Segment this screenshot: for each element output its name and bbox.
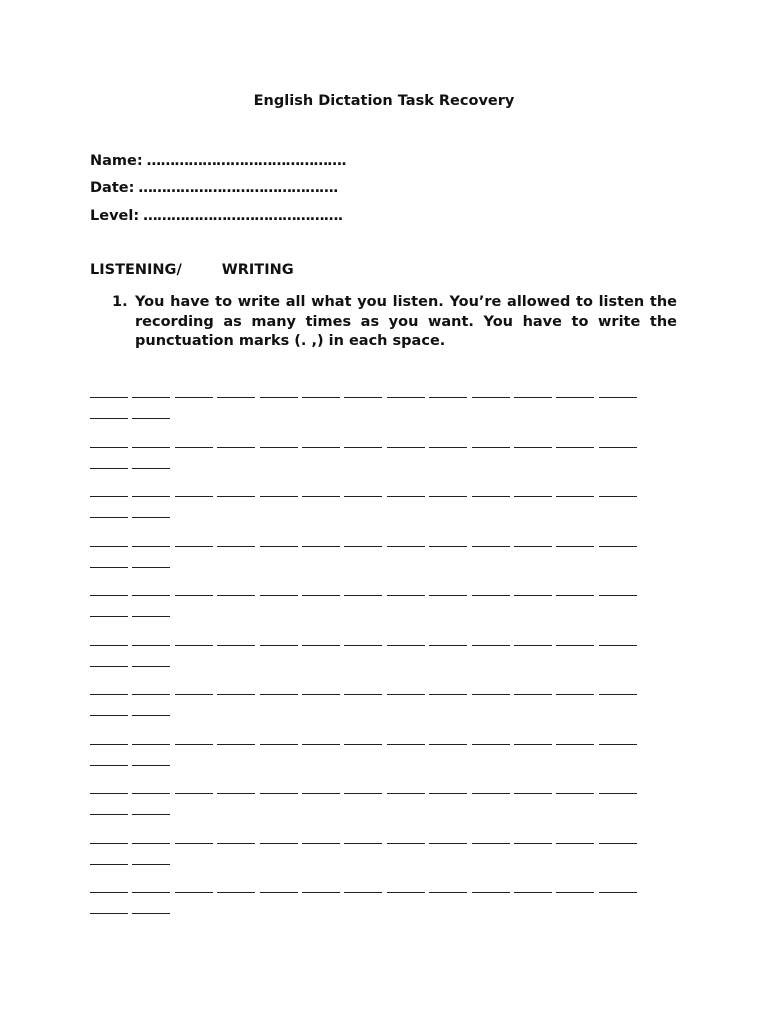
answer-blank bbox=[344, 631, 382, 646]
answer-blank bbox=[599, 581, 637, 596]
answer-blank bbox=[132, 532, 170, 547]
answer-blanks-area bbox=[90, 383, 650, 928]
answer-blank bbox=[90, 779, 128, 794]
answer-blank bbox=[344, 730, 382, 745]
instruction-number: 1. bbox=[112, 294, 128, 310]
answer-blank bbox=[472, 383, 510, 398]
answer-blank bbox=[599, 482, 637, 497]
section-heading-listening: LISTENING/ bbox=[90, 262, 182, 278]
answer-blank-row bbox=[90, 482, 650, 532]
answer-blank bbox=[514, 779, 552, 794]
answer-blank bbox=[90, 701, 128, 716]
answer-blank bbox=[387, 631, 425, 646]
answer-blank bbox=[132, 829, 170, 844]
answer-blank bbox=[344, 482, 382, 497]
answer-blank bbox=[387, 433, 425, 448]
answer-blank bbox=[556, 482, 594, 497]
answer-blank bbox=[344, 532, 382, 547]
answer-blank bbox=[387, 829, 425, 844]
answer-blank bbox=[90, 652, 128, 667]
answer-blank bbox=[556, 730, 594, 745]
answer-blank-row bbox=[90, 878, 650, 928]
answer-blank bbox=[344, 680, 382, 695]
answer-blank bbox=[302, 383, 340, 398]
name-label: Name: bbox=[90, 153, 143, 169]
answer-blank bbox=[387, 730, 425, 745]
answer-blank bbox=[472, 532, 510, 547]
answer-blank bbox=[90, 581, 128, 596]
answer-blank bbox=[90, 899, 128, 914]
answer-blank bbox=[175, 433, 213, 448]
answer-blank bbox=[514, 581, 552, 596]
answer-blank bbox=[217, 779, 255, 794]
answer-blank bbox=[217, 433, 255, 448]
answer-blank bbox=[260, 383, 298, 398]
answer-blank bbox=[132, 730, 170, 745]
answer-blank bbox=[132, 482, 170, 497]
answer-blank bbox=[302, 482, 340, 497]
answer-blank bbox=[90, 680, 128, 695]
answer-blank bbox=[599, 433, 637, 448]
answer-blank bbox=[90, 602, 128, 617]
instruction-item bbox=[112, 293, 677, 352]
answer-blank bbox=[556, 680, 594, 695]
answer-blank-row bbox=[90, 433, 650, 483]
answer-blank bbox=[132, 779, 170, 794]
instruction-text: You have to write all what you listen. You’re allowed to listen the recording as many times as you want. You have to write the punctuation marks (. ,) in each space. bbox=[135, 294, 677, 349]
answer-blank bbox=[217, 532, 255, 547]
answer-blank bbox=[472, 680, 510, 695]
answer-blank bbox=[90, 751, 128, 766]
answer-blank bbox=[514, 532, 552, 547]
answer-blank bbox=[90, 829, 128, 844]
answer-blank bbox=[260, 878, 298, 893]
answer-blank-row bbox=[90, 680, 650, 730]
answer-blank bbox=[90, 631, 128, 646]
answer-blank bbox=[344, 878, 382, 893]
answer-blank bbox=[302, 433, 340, 448]
answer-blank bbox=[387, 581, 425, 596]
answer-blank bbox=[217, 878, 255, 893]
answer-blank bbox=[175, 878, 213, 893]
answer-blank bbox=[472, 482, 510, 497]
answer-blank bbox=[175, 779, 213, 794]
answer-blank bbox=[90, 532, 128, 547]
answer-blank bbox=[132, 751, 170, 766]
answer-blank bbox=[514, 433, 552, 448]
date-dotted-line: ……………………………………. bbox=[138, 180, 338, 196]
answer-blank bbox=[514, 383, 552, 398]
date-label: Date: bbox=[90, 180, 135, 196]
answer-blank-row bbox=[90, 631, 650, 681]
answer-blank bbox=[132, 433, 170, 448]
answer-blank bbox=[217, 631, 255, 646]
answer-blank bbox=[472, 730, 510, 745]
answer-blank bbox=[429, 779, 467, 794]
answer-blank bbox=[175, 829, 213, 844]
answer-blank bbox=[132, 581, 170, 596]
answer-blank bbox=[429, 878, 467, 893]
answer-blank bbox=[344, 581, 382, 596]
answer-blank bbox=[344, 829, 382, 844]
answer-blank bbox=[599, 631, 637, 646]
answer-blank bbox=[429, 730, 467, 745]
answer-blank bbox=[514, 631, 552, 646]
answer-blank bbox=[90, 878, 128, 893]
answer-blank bbox=[429, 680, 467, 695]
date-field bbox=[90, 179, 338, 197]
answer-blank-row bbox=[90, 779, 650, 829]
answer-blank bbox=[429, 532, 467, 547]
answer-blank bbox=[514, 878, 552, 893]
answer-blank bbox=[132, 602, 170, 617]
answer-blank bbox=[429, 581, 467, 596]
answer-blank bbox=[175, 482, 213, 497]
answer-blank-row bbox=[90, 730, 650, 780]
answer-blank bbox=[260, 680, 298, 695]
answer-blank bbox=[599, 730, 637, 745]
answer-blank bbox=[599, 829, 637, 844]
answer-blank bbox=[132, 680, 170, 695]
answer-blank bbox=[556, 383, 594, 398]
answer-blank-row bbox=[90, 829, 650, 879]
answer-blank bbox=[344, 383, 382, 398]
answer-blank bbox=[132, 454, 170, 469]
answer-blank bbox=[387, 680, 425, 695]
answer-blank bbox=[472, 581, 510, 596]
answer-blank bbox=[599, 878, 637, 893]
answer-blank bbox=[260, 482, 298, 497]
level-field bbox=[90, 207, 343, 225]
answer-blank bbox=[217, 730, 255, 745]
answer-blank bbox=[132, 878, 170, 893]
answer-blank bbox=[260, 779, 298, 794]
answer-blank bbox=[556, 581, 594, 596]
answer-blank-row bbox=[90, 383, 650, 433]
answer-blank bbox=[260, 433, 298, 448]
answer-blank bbox=[302, 779, 340, 794]
answer-blank bbox=[132, 383, 170, 398]
answer-blank bbox=[556, 631, 594, 646]
answer-blank bbox=[429, 482, 467, 497]
answer-blank bbox=[217, 680, 255, 695]
answer-blank bbox=[90, 482, 128, 497]
level-label: Level: bbox=[90, 208, 140, 224]
answer-blank bbox=[132, 652, 170, 667]
answer-blank bbox=[175, 383, 213, 398]
answer-blank-row bbox=[90, 581, 650, 631]
answer-blank bbox=[599, 779, 637, 794]
answer-blank bbox=[302, 680, 340, 695]
answer-blank bbox=[556, 779, 594, 794]
answer-blank bbox=[387, 532, 425, 547]
answer-blank bbox=[260, 532, 298, 547]
name-dotted-line: ……………………………………. bbox=[146, 153, 347, 169]
answer-blank bbox=[260, 730, 298, 745]
answer-blank bbox=[90, 850, 128, 865]
answer-blank bbox=[599, 680, 637, 695]
answer-blank bbox=[472, 433, 510, 448]
name-field bbox=[90, 152, 346, 170]
answer-blank bbox=[429, 383, 467, 398]
answer-blank bbox=[472, 631, 510, 646]
answer-blank bbox=[556, 878, 594, 893]
answer-blank bbox=[90, 383, 128, 398]
answer-blank bbox=[302, 581, 340, 596]
answer-blank bbox=[387, 878, 425, 893]
answer-blank bbox=[217, 383, 255, 398]
answer-blank bbox=[132, 899, 170, 914]
answer-blank bbox=[472, 829, 510, 844]
answer-blank bbox=[132, 553, 170, 568]
answer-blank bbox=[514, 730, 552, 745]
answer-blank bbox=[217, 581, 255, 596]
answer-blank bbox=[90, 503, 128, 518]
answer-blank bbox=[217, 829, 255, 844]
answer-blank bbox=[90, 433, 128, 448]
answer-blank bbox=[132, 631, 170, 646]
section-heading-writing: WRITING bbox=[221, 262, 294, 278]
answer-blank bbox=[302, 878, 340, 893]
answer-blank bbox=[472, 878, 510, 893]
answer-blank bbox=[175, 581, 213, 596]
answer-blank bbox=[132, 503, 170, 518]
answer-blank bbox=[260, 631, 298, 646]
answer-blank bbox=[514, 482, 552, 497]
answer-blank bbox=[90, 454, 128, 469]
answer-blank bbox=[556, 829, 594, 844]
answer-blank bbox=[90, 730, 128, 745]
answer-blank bbox=[260, 829, 298, 844]
answer-blank bbox=[302, 730, 340, 745]
answer-blank bbox=[344, 779, 382, 794]
answer-blank bbox=[514, 680, 552, 695]
answer-blank bbox=[132, 701, 170, 716]
answer-blank bbox=[175, 730, 213, 745]
answer-blank bbox=[556, 532, 594, 547]
answer-blank bbox=[387, 383, 425, 398]
answer-blank bbox=[260, 581, 298, 596]
answer-blank bbox=[302, 532, 340, 547]
answer-blank bbox=[387, 482, 425, 497]
answer-blank bbox=[302, 631, 340, 646]
level-dotted-line: ……………………………………. bbox=[143, 208, 343, 224]
answer-blank bbox=[344, 433, 382, 448]
answer-blank bbox=[217, 482, 255, 497]
answer-blank bbox=[132, 800, 170, 815]
answer-blank bbox=[175, 631, 213, 646]
answer-blank bbox=[429, 631, 467, 646]
answer-blank bbox=[90, 404, 128, 419]
answer-blank bbox=[90, 800, 128, 815]
answer-blank bbox=[472, 779, 510, 794]
page-title: English Dictation Task Recovery bbox=[253, 93, 515, 109]
answer-blank bbox=[556, 433, 594, 448]
answer-blank bbox=[175, 680, 213, 695]
answer-blank bbox=[132, 404, 170, 419]
answer-blank bbox=[514, 829, 552, 844]
answer-blank bbox=[599, 532, 637, 547]
answer-blank-row bbox=[90, 532, 650, 582]
answer-blank bbox=[90, 553, 128, 568]
answer-blank bbox=[599, 383, 637, 398]
answer-blank bbox=[132, 850, 170, 865]
answer-blank bbox=[175, 532, 213, 547]
answer-blank bbox=[387, 779, 425, 794]
answer-blank bbox=[429, 829, 467, 844]
section-heading bbox=[90, 261, 294, 279]
answer-blank bbox=[429, 433, 467, 448]
answer-blank bbox=[302, 829, 340, 844]
